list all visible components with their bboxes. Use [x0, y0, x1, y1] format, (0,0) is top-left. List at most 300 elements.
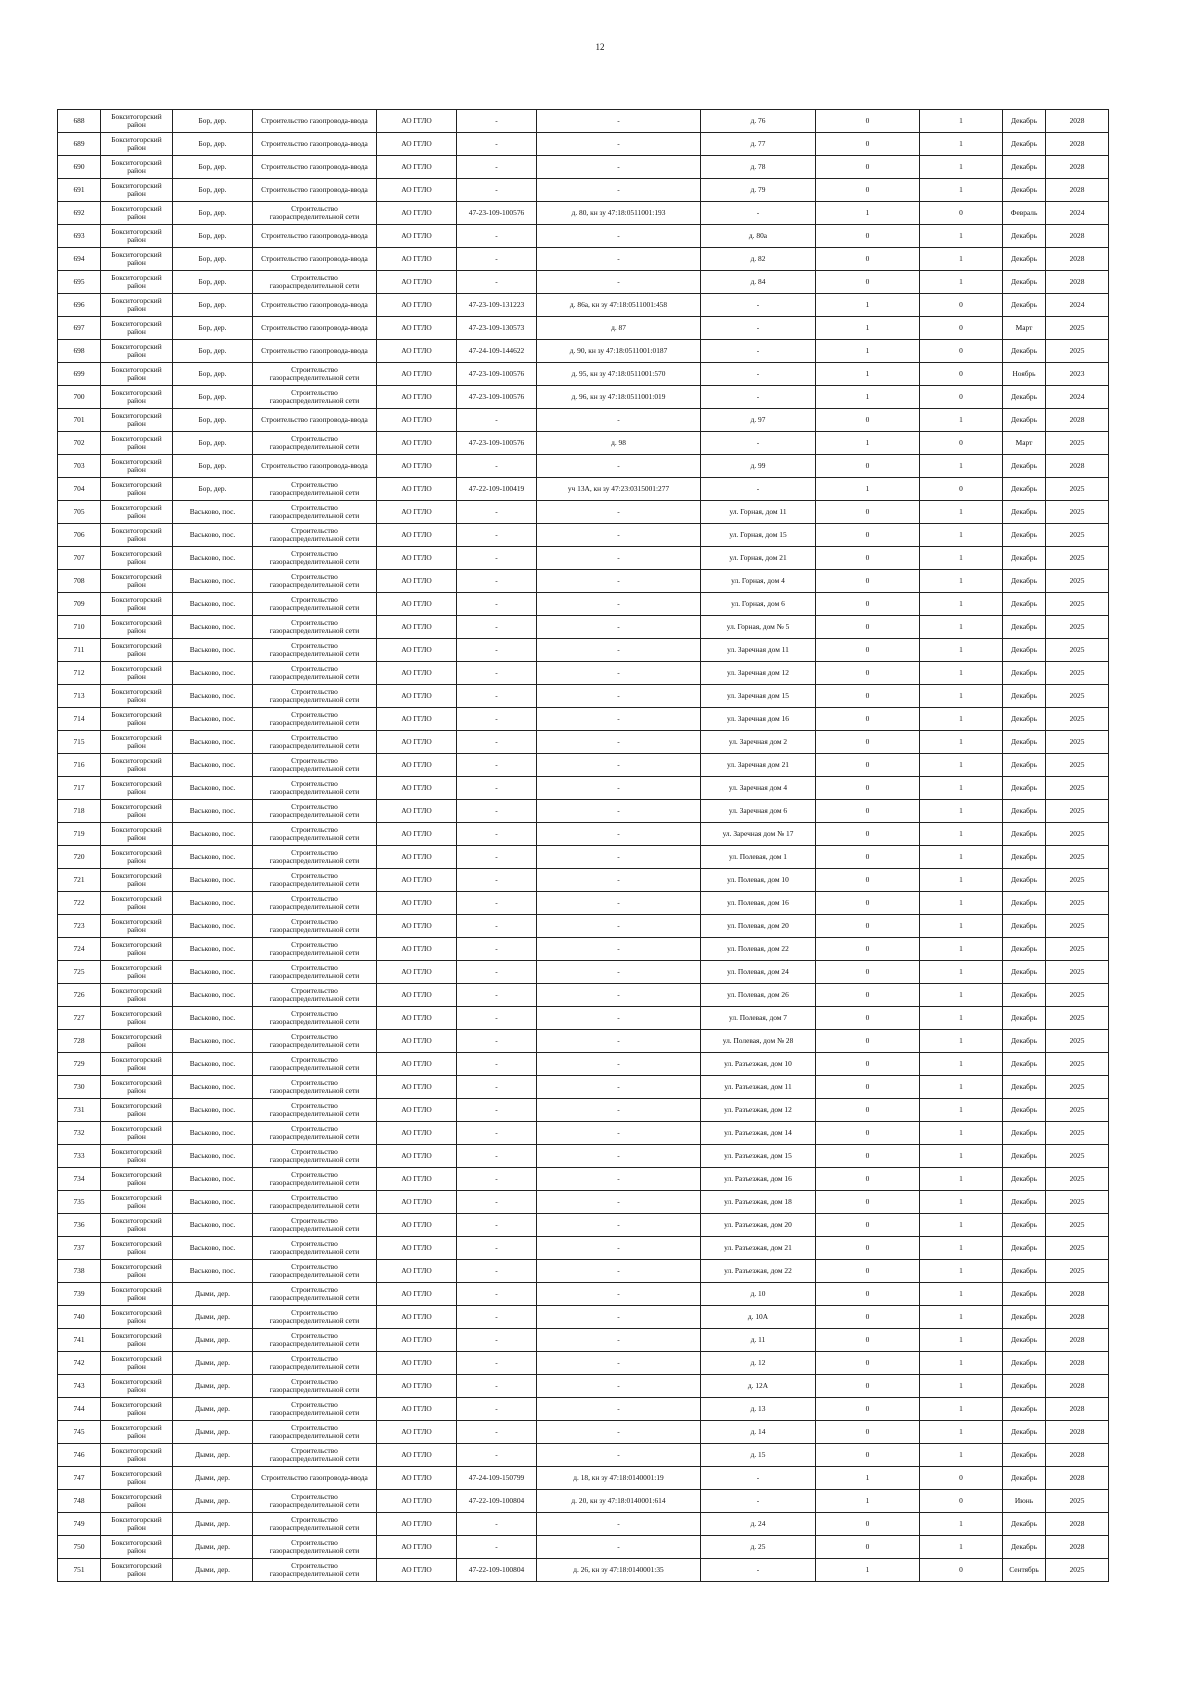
address-cell: - [701, 1490, 816, 1513]
address-cell: ул. Разъезжая, дом 10 [701, 1053, 816, 1076]
work-type-cell: Строительство газораспределительной сети [253, 1053, 377, 1076]
operator-cell: АО ГГЛО [377, 892, 457, 915]
settlement-cell: Дыми, дер. [173, 1444, 253, 1467]
address-cell: д. 12 [701, 1352, 816, 1375]
planned-count-cell: 1 [920, 547, 1003, 570]
month-cell: Декабрь [1003, 731, 1046, 754]
month-cell: Декабрь [1003, 547, 1046, 570]
settlement-cell: Васьково, пос. [173, 1053, 253, 1076]
district-cell: Бокситогорский район [101, 1122, 173, 1145]
table-row [58, 248, 1109, 271]
month-cell: Декабрь [1003, 478, 1046, 501]
table-row [58, 1306, 1109, 1329]
district-cell: Бокситогорский район [101, 1053, 173, 1076]
work-type-cell: Строительство газораспределительной сети [253, 593, 377, 616]
district-cell: Бокситогорский район [101, 1490, 173, 1513]
planned-count-cell: 1 [920, 110, 1003, 133]
operator-cell: АО ГГЛО [377, 1375, 457, 1398]
contracted-count-cell: 1 [816, 363, 920, 386]
contracted-count-cell: 0 [816, 1375, 920, 1398]
cadastral-address-cell: д. 98 [537, 432, 701, 455]
table-row [58, 478, 1109, 501]
year-cell: 2025 [1046, 1191, 1109, 1214]
year-cell: 2025 [1046, 1053, 1109, 1076]
district-cell: Бокситогорский район [101, 1030, 173, 1053]
application-number-cell: - [457, 731, 537, 754]
row-number: 735 [58, 1191, 101, 1214]
contracted-count-cell: 0 [816, 1145, 920, 1168]
work-type-cell: Строительство газораспределительной сети [253, 1375, 377, 1398]
month-cell: Декабрь [1003, 593, 1046, 616]
cadastral-address-cell: - [537, 662, 701, 685]
address-cell: - [701, 386, 816, 409]
table-row [58, 133, 1109, 156]
address-cell: ул. Заречная дом 6 [701, 800, 816, 823]
cadastral-address-cell: - [537, 1398, 701, 1421]
contracted-count-cell: 0 [816, 869, 920, 892]
year-cell: 2025 [1046, 915, 1109, 938]
operator-cell: АО ГГЛО [377, 593, 457, 616]
month-cell: Декабрь [1003, 1168, 1046, 1191]
cadastral-address-cell: - [537, 1030, 701, 1053]
contracted-count-cell: 0 [816, 1030, 920, 1053]
address-cell: ул. Разъезжая, дом 15 [701, 1145, 816, 1168]
table-row [58, 294, 1109, 317]
address-cell: д. 11 [701, 1329, 816, 1352]
contracted-count-cell: 1 [816, 1467, 920, 1490]
address-cell: д. 77 [701, 133, 816, 156]
contracted-count-cell: 0 [816, 133, 920, 156]
year-cell: 2025 [1046, 938, 1109, 961]
cadastral-address-cell: - [537, 1145, 701, 1168]
work-type-cell: Строительство газораспределительной сети [253, 363, 377, 386]
contracted-count-cell: 0 [816, 1191, 920, 1214]
planned-count-cell: 1 [920, 1214, 1003, 1237]
work-type-cell: Строительство газораспределительной сети [253, 570, 377, 593]
operator-cell: АО ГГЛО [377, 984, 457, 1007]
planned-count-cell: 1 [920, 639, 1003, 662]
settlement-cell: Васьково, пос. [173, 846, 253, 869]
address-cell: д. 10А [701, 1306, 816, 1329]
table-row [58, 593, 1109, 616]
settlement-cell: Васьково, пос. [173, 547, 253, 570]
address-cell: - [701, 317, 816, 340]
application-number-cell: - [457, 915, 537, 938]
settlement-cell: Бор, дер. [173, 409, 253, 432]
cadastral-address-cell: - [537, 800, 701, 823]
table-row [58, 1352, 1109, 1375]
contracted-count-cell: 1 [816, 478, 920, 501]
work-type-cell: Строительство газораспределительной сети [253, 1536, 377, 1559]
table-row [58, 639, 1109, 662]
work-type-cell: Строительство газораспределительной сети [253, 547, 377, 570]
district-cell: Бокситогорский район [101, 1237, 173, 1260]
month-cell: Декабрь [1003, 984, 1046, 1007]
month-cell: Декабрь [1003, 225, 1046, 248]
month-cell: Декабрь [1003, 1352, 1046, 1375]
application-number-cell: - [457, 754, 537, 777]
district-cell: Бокситогорский район [101, 869, 173, 892]
settlement-cell: Бор, дер. [173, 455, 253, 478]
address-cell: д. 79 [701, 179, 816, 202]
row-number: 719 [58, 823, 101, 846]
work-type-cell: Строительство газораспределительной сети [253, 754, 377, 777]
contracted-count-cell: 0 [816, 777, 920, 800]
year-cell: 2025 [1046, 1122, 1109, 1145]
planned-count-cell: 1 [920, 1398, 1003, 1421]
table-row [58, 1329, 1109, 1352]
planned-count-cell: 1 [920, 915, 1003, 938]
application-number-cell: - [457, 1352, 537, 1375]
month-cell: Декабрь [1003, 892, 1046, 915]
cadastral-address-cell: - [537, 892, 701, 915]
address-cell: ул. Разъезжая, дом 21 [701, 1237, 816, 1260]
contracted-count-cell: 0 [816, 1329, 920, 1352]
planned-count-cell: 0 [920, 317, 1003, 340]
settlement-cell: Дыми, дер. [173, 1283, 253, 1306]
year-cell: 2028 [1046, 1306, 1109, 1329]
application-number-cell: - [457, 1030, 537, 1053]
application-number-cell: - [457, 110, 537, 133]
application-number-cell: - [457, 1191, 537, 1214]
district-cell: Бокситогорский район [101, 984, 173, 1007]
table-row [58, 1099, 1109, 1122]
contracted-count-cell: 0 [816, 892, 920, 915]
year-cell: 2028 [1046, 1352, 1109, 1375]
cadastral-address-cell: - [537, 1260, 701, 1283]
cadastral-address-cell: - [537, 1099, 701, 1122]
settlement-cell: Бор, дер. [173, 225, 253, 248]
settlement-cell: Бор, дер. [173, 340, 253, 363]
work-type-cell: Строительство газораспределительной сети [253, 501, 377, 524]
year-cell: 2025 [1046, 662, 1109, 685]
planned-count-cell: 1 [920, 1168, 1003, 1191]
planned-count-cell: 1 [920, 708, 1003, 731]
work-type-cell: Строительство газораспределительной сети [253, 892, 377, 915]
cadastral-address-cell: д. 86а, кн зу 47:18:0511001:458 [537, 294, 701, 317]
operator-cell: АО ГГЛО [377, 156, 457, 179]
table-row [58, 1398, 1109, 1421]
cadastral-address-cell: - [537, 1306, 701, 1329]
contracted-count-cell: 0 [816, 846, 920, 869]
table-row [58, 1053, 1109, 1076]
settlement-cell: Васьково, пос. [173, 731, 253, 754]
planned-count-cell: 1 [920, 1421, 1003, 1444]
work-type-cell: Строительство газораспределительной сети [253, 662, 377, 685]
application-number-cell: - [457, 1375, 537, 1398]
settlement-cell: Васьково, пос. [173, 639, 253, 662]
address-cell: ул. Заречная дом 2 [701, 731, 816, 754]
month-cell: Декабрь [1003, 179, 1046, 202]
year-cell: 2028 [1046, 455, 1109, 478]
work-type-cell: Строительство газораспределительной сети [253, 639, 377, 662]
cadastral-address-cell: - [537, 938, 701, 961]
row-number: 726 [58, 984, 101, 1007]
district-cell: Бокситогорский район [101, 294, 173, 317]
cadastral-address-cell: - [537, 455, 701, 478]
district-cell: Бокситогорский район [101, 892, 173, 915]
planned-count-cell: 1 [920, 501, 1003, 524]
row-number: 692 [58, 202, 101, 225]
settlement-cell: Бор, дер. [173, 271, 253, 294]
application-number-cell: - [457, 961, 537, 984]
year-cell: 2025 [1046, 984, 1109, 1007]
application-number-cell: - [457, 823, 537, 846]
planned-count-cell: 1 [920, 1260, 1003, 1283]
district-cell: Бокситогорский район [101, 1007, 173, 1030]
month-cell: Декабрь [1003, 1191, 1046, 1214]
month-cell: Декабрь [1003, 754, 1046, 777]
row-number: 714 [58, 708, 101, 731]
settlement-cell: Васьково, пос. [173, 754, 253, 777]
planned-count-cell: 1 [920, 1053, 1003, 1076]
cadastral-address-cell: - [537, 823, 701, 846]
planned-count-cell: 0 [920, 1559, 1003, 1582]
settlement-cell: Бор, дер. [173, 179, 253, 202]
table-row [58, 961, 1109, 984]
application-number-cell: - [457, 248, 537, 271]
contracted-count-cell: 0 [816, 1513, 920, 1536]
settlement-cell: Васьково, пос. [173, 570, 253, 593]
row-number: 711 [58, 639, 101, 662]
work-type-cell: Строительство газопровода-ввода [253, 110, 377, 133]
address-cell: ул. Заречная дом 4 [701, 777, 816, 800]
month-cell: Декабрь [1003, 133, 1046, 156]
settlement-cell: Дыми, дер. [173, 1559, 253, 1582]
row-number: 712 [58, 662, 101, 685]
year-cell: 2028 [1046, 1513, 1109, 1536]
application-number-cell: 47-22-109-100804 [457, 1559, 537, 1582]
application-number-cell: 47-23-109-100576 [457, 363, 537, 386]
application-number-cell: - [457, 1145, 537, 1168]
application-number-cell: - [457, 1536, 537, 1559]
contracted-count-cell: 0 [816, 1007, 920, 1030]
work-type-cell: Строительство газораспределительной сети [253, 616, 377, 639]
month-cell: Декабрь [1003, 524, 1046, 547]
work-type-cell: Строительство газораспределительной сети [253, 1030, 377, 1053]
address-cell: д. 99 [701, 455, 816, 478]
operator-cell: АО ГГЛО [377, 202, 457, 225]
district-cell: Бокситогорский район [101, 961, 173, 984]
district-cell: Бокситогорский район [101, 386, 173, 409]
cadastral-address-cell: - [537, 1122, 701, 1145]
contracted-count-cell: 0 [816, 110, 920, 133]
row-number: 694 [58, 248, 101, 271]
table-row [58, 225, 1109, 248]
district-cell: Бокситогорский район [101, 271, 173, 294]
operator-cell: АО ГГЛО [377, 823, 457, 846]
row-number: 730 [58, 1076, 101, 1099]
table-row [58, 409, 1109, 432]
planned-count-cell: 1 [920, 1375, 1003, 1398]
settlement-cell: Васьково, пос. [173, 1076, 253, 1099]
row-number: 745 [58, 1421, 101, 1444]
settlement-cell: Васьково, пос. [173, 961, 253, 984]
cadastral-address-cell: - [537, 1513, 701, 1536]
operator-cell: АО ГГЛО [377, 1214, 457, 1237]
application-number-cell: - [457, 593, 537, 616]
district-cell: Бокситогорский район [101, 639, 173, 662]
cadastral-address-cell: - [537, 133, 701, 156]
planned-count-cell: 1 [920, 1513, 1003, 1536]
settlement-cell: Васьково, пос. [173, 593, 253, 616]
month-cell: Декабрь [1003, 110, 1046, 133]
month-cell: Декабрь [1003, 616, 1046, 639]
address-cell: - [701, 202, 816, 225]
operator-cell: АО ГГЛО [377, 110, 457, 133]
month-cell: Декабрь [1003, 961, 1046, 984]
application-number-cell: 47-24-109-144622 [457, 340, 537, 363]
cadastral-address-cell: - [537, 1053, 701, 1076]
settlement-cell: Бор, дер. [173, 478, 253, 501]
address-cell: - [701, 340, 816, 363]
settlement-cell: Дыми, дер. [173, 1513, 253, 1536]
operator-cell: АО ГГЛО [377, 1306, 457, 1329]
settlement-cell: Бор, дер. [173, 133, 253, 156]
work-type-cell: Строительство газораспределительной сети [253, 1214, 377, 1237]
address-cell: д. 84 [701, 271, 816, 294]
planned-count-cell: 1 [920, 823, 1003, 846]
table-row [58, 846, 1109, 869]
month-cell: Декабрь [1003, 869, 1046, 892]
settlement-cell: Васьково, пос. [173, 501, 253, 524]
operator-cell: АО ГГЛО [377, 1444, 457, 1467]
year-cell: 2025 [1046, 1237, 1109, 1260]
operator-cell: АО ГГЛО [377, 294, 457, 317]
operator-cell: АО ГГЛО [377, 1398, 457, 1421]
work-type-cell: Строительство газораспределительной сети [253, 1306, 377, 1329]
row-number: 728 [58, 1030, 101, 1053]
row-number: 691 [58, 179, 101, 202]
address-cell: ул. Горная, дом 21 [701, 547, 816, 570]
application-number-cell: - [457, 1398, 537, 1421]
settlement-cell: Васьково, пос. [173, 685, 253, 708]
cadastral-address-cell: - [537, 616, 701, 639]
table-row [58, 616, 1109, 639]
contracted-count-cell: 0 [816, 754, 920, 777]
row-number: 739 [58, 1283, 101, 1306]
row-number: 721 [58, 869, 101, 892]
year-cell: 2025 [1046, 846, 1109, 869]
planned-count-cell: 1 [920, 1122, 1003, 1145]
table-row [58, 984, 1109, 1007]
operator-cell: АО ГГЛО [377, 1053, 457, 1076]
row-number: 695 [58, 271, 101, 294]
address-cell: - [701, 1559, 816, 1582]
row-number: 741 [58, 1329, 101, 1352]
year-cell: 2025 [1046, 1007, 1109, 1030]
planned-count-cell: 0 [920, 294, 1003, 317]
table-row [58, 1191, 1109, 1214]
application-number-cell: - [457, 1076, 537, 1099]
settlement-cell: Васьково, пос. [173, 662, 253, 685]
address-cell: ул. Разъезжая, дом 20 [701, 1214, 816, 1237]
operator-cell: АО ГГЛО [377, 1237, 457, 1260]
year-cell: 2025 [1046, 777, 1109, 800]
table-row [58, 570, 1109, 593]
year-cell: 2025 [1046, 616, 1109, 639]
work-type-cell: Строительство газопровода-ввода [253, 133, 377, 156]
operator-cell: АО ГГЛО [377, 1099, 457, 1122]
operator-cell: АО ГГЛО [377, 340, 457, 363]
operator-cell: АО ГГЛО [377, 455, 457, 478]
work-type-cell: Строительство газораспределительной сети [253, 478, 377, 501]
district-cell: Бокситогорский район [101, 1559, 173, 1582]
cadastral-address-cell: - [537, 754, 701, 777]
year-cell: 2028 [1046, 1444, 1109, 1467]
settlement-cell: Васьково, пос. [173, 1168, 253, 1191]
planned-count-cell: 1 [920, 409, 1003, 432]
district-cell: Бокситогорский район [101, 1352, 173, 1375]
operator-cell: АО ГГЛО [377, 570, 457, 593]
application-number-cell: 47-23-109-100576 [457, 386, 537, 409]
cadastral-address-cell: - [537, 110, 701, 133]
row-number: 706 [58, 524, 101, 547]
month-cell: Декабрь [1003, 156, 1046, 179]
work-type-cell: Строительство газораспределительной сети [253, 1191, 377, 1214]
settlement-cell: Бор, дер. [173, 110, 253, 133]
contracted-count-cell: 0 [816, 547, 920, 570]
cadastral-address-cell: д. 95, кн зу 47:18:0511001:570 [537, 363, 701, 386]
month-cell: Декабрь [1003, 271, 1046, 294]
district-cell: Бокситогорский район [101, 225, 173, 248]
planned-count-cell: 1 [920, 156, 1003, 179]
application-number-cell: - [457, 179, 537, 202]
district-cell: Бокситогорский район [101, 1214, 173, 1237]
year-cell: 2025 [1046, 478, 1109, 501]
contracted-count-cell: 1 [816, 1559, 920, 1582]
year-cell: 2025 [1046, 1099, 1109, 1122]
application-number-cell: - [457, 639, 537, 662]
cadastral-address-cell: - [537, 685, 701, 708]
work-type-cell: Строительство газораспределительной сети [253, 1122, 377, 1145]
row-number: 689 [58, 133, 101, 156]
month-cell: Декабрь [1003, 823, 1046, 846]
contracted-count-cell: 1 [816, 202, 920, 225]
row-number: 737 [58, 1237, 101, 1260]
operator-cell: АО ГГЛО [377, 225, 457, 248]
address-cell: ул. Заречная дом 16 [701, 708, 816, 731]
planned-count-cell: 1 [920, 961, 1003, 984]
contracted-count-cell: 0 [816, 1398, 920, 1421]
operator-cell: АО ГГЛО [377, 1030, 457, 1053]
application-number-cell: - [457, 846, 537, 869]
month-cell: Декабрь [1003, 501, 1046, 524]
settlement-cell: Васьково, пос. [173, 1237, 253, 1260]
work-type-cell: Строительство газораспределительной сети [253, 1398, 377, 1421]
work-type-cell: Строительство газораспределительной сети [253, 823, 377, 846]
district-cell: Бокситогорский район [101, 501, 173, 524]
cadastral-address-cell: - [537, 777, 701, 800]
address-cell: ул. Заречная дом № 17 [701, 823, 816, 846]
table-row [58, 685, 1109, 708]
application-number-cell: 47-23-109-100576 [457, 202, 537, 225]
year-cell: 2028 [1046, 1398, 1109, 1421]
work-type-cell: Строительство газопровода-ввода [253, 225, 377, 248]
row-number: 751 [58, 1559, 101, 1582]
work-type-cell: Строительство газопровода-ввода [253, 409, 377, 432]
month-cell: Декабрь [1003, 340, 1046, 363]
district-cell: Бокситогорский район [101, 478, 173, 501]
row-number: 704 [58, 478, 101, 501]
table-row [58, 340, 1109, 363]
address-cell: д. 80а [701, 225, 816, 248]
row-number: 722 [58, 892, 101, 915]
month-cell: Декабрь [1003, 1398, 1046, 1421]
operator-cell: АО ГГЛО [377, 1283, 457, 1306]
month-cell: Декабрь [1003, 938, 1046, 961]
operator-cell: АО ГГЛО [377, 1191, 457, 1214]
